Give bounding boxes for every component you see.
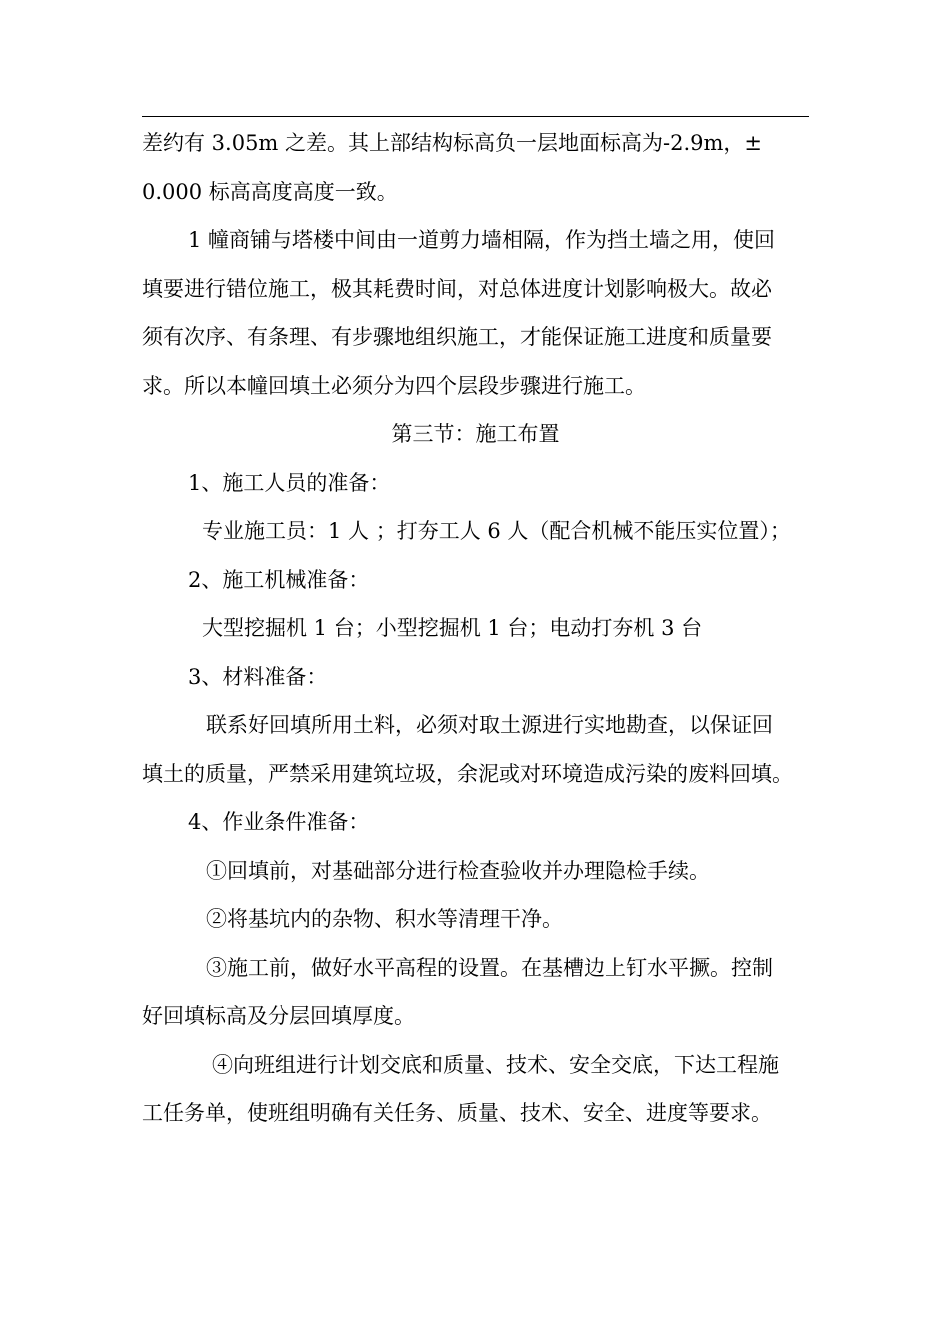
text-line: ②将基坑内的杂物、积水等清理干净。 <box>206 907 563 931</box>
text-line: ①回填前，对基础部分进行检查验收并办理隐检手续。 <box>206 858 710 883</box>
text-line: 1 幢商铺与塔楼中间由一道剪力墙相隔，作为挡土墙之用，使回 <box>188 228 776 252</box>
document-body <box>142 119 809 1138</box>
text-line: ④向班组进行计划交底和质量、技术、安全交底，下达工程施 <box>212 1052 779 1077</box>
text-line: 差约有 3.05m 之差。其上部结构标高负一层地面标高为-2.9m，± <box>142 131 763 155</box>
text-line: 求。所以本幢回填土必须分为四个层段步骤进行施工。 <box>142 373 646 398</box>
text-line: 好回填标高及分层回填厚度。 <box>142 1004 415 1028</box>
list-item-heading: 3、材料准备： <box>188 664 328 689</box>
text-line: 大型挖掘机 1 台；小型挖掘机 1 台；电动打夯机 3 台 <box>202 616 703 640</box>
list-item-heading: 2、施工机械准备： <box>188 567 370 592</box>
text-line: ③施工前，做好水平高程的设置。在基槽边上钉水平撅。控制 <box>206 955 773 980</box>
text-line: 须有次序、有条理、有步骤地组织施工，才能保证施工进度和质量要 <box>142 325 772 349</box>
text-line: 填要进行错位施工，极其耗费时间，对总体进度计划影响极大。故必 <box>142 276 772 301</box>
text-line: 工任务单，使班组明确有关任务、质量、技术、安全、进度等要求。 <box>142 1101 772 1125</box>
text-line: 联系好回填所用土料，必须对取土源进行实地勘查，以保证回 <box>206 713 773 737</box>
list-item-heading: 1、施工人员的准备： <box>188 470 391 495</box>
text-line: 填土的质量，严禁采用建筑垃圾，余泥或对环境造成污染的废料回填。 <box>142 761 793 786</box>
section-heading: 第三节：施工布置 <box>391 422 560 446</box>
text-line: 0.000 标高高度高度一致。 <box>142 179 398 204</box>
list-item-heading: 4、作业条件准备： <box>188 810 370 834</box>
text-line: 专业施工员：1 人 ；打夯工人 6 人（配合机械不能压实位置）； <box>202 519 791 543</box>
header-rule <box>142 116 809 117</box>
